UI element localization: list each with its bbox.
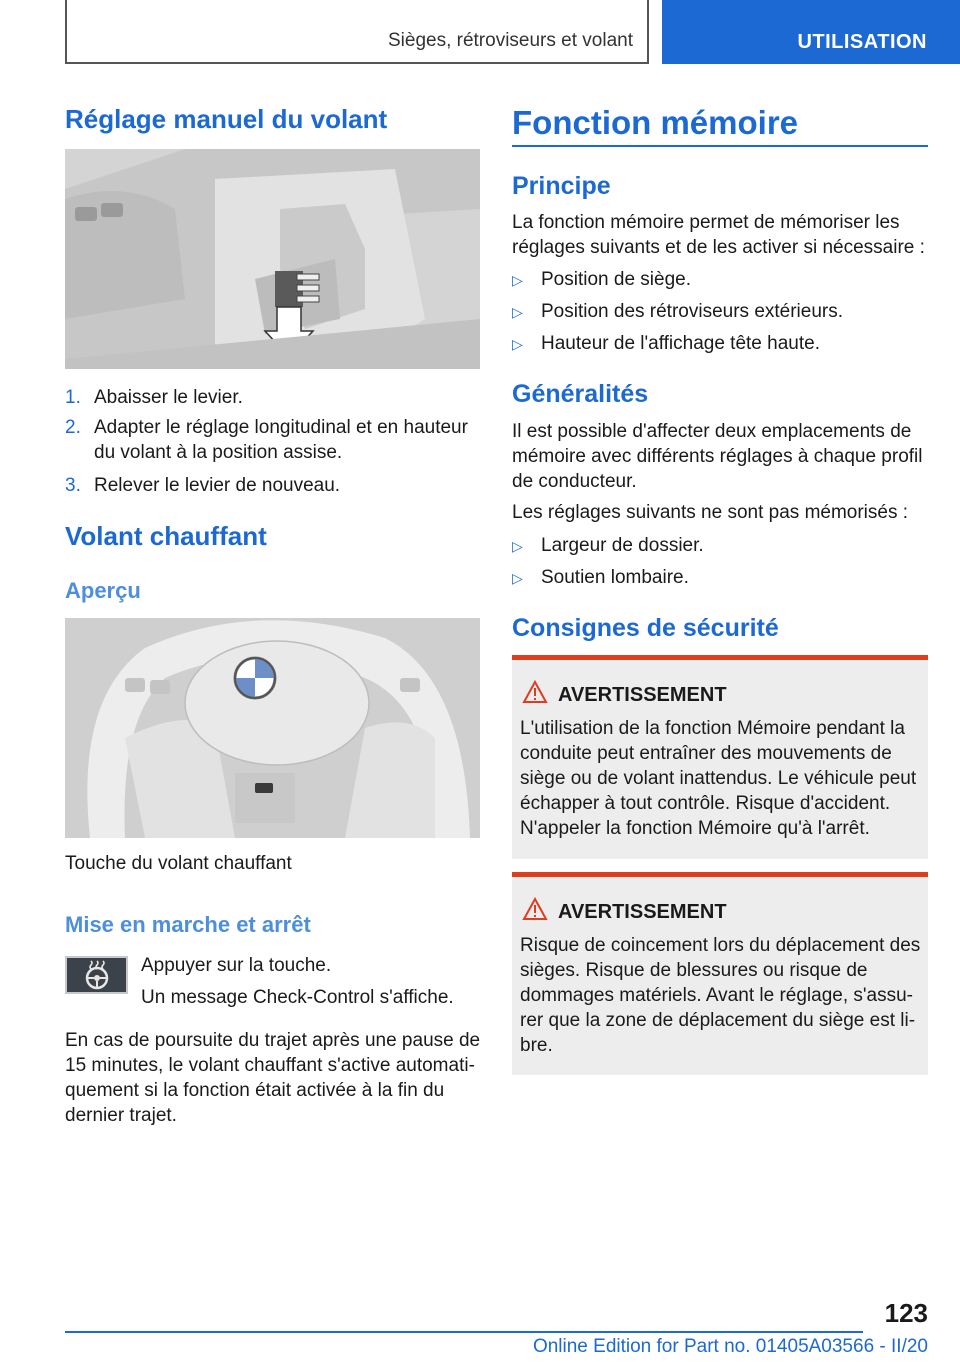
warning-title: AVERTISSEMENT: [558, 684, 727, 706]
step-number: 3.: [65, 475, 81, 496]
warning-text: Risque de coincement lors du déplacement des sièges. Risque de blessures ou risque de dommages matériels. Avant le réglage, s'assurer que la zone de déplacement du siège est libre.: [520, 935, 921, 1056]
footer-edition[interactable]: Online Edition for Part no. 01405A03566 - II/20: [532, 1336, 928, 1357]
header-section-title: Sièges, rétroviseurs et volant: [387, 30, 633, 51]
warning-triangle-icon: [522, 897, 548, 921]
warning-triangle-icon: [522, 680, 548, 704]
page-number: 123: [884, 1298, 928, 1328]
steering-wheel-illustration: [65, 618, 480, 838]
warning-box-1: [512, 655, 928, 859]
not-saved-item-text: Soutien lombaire.: [541, 567, 689, 588]
principle-item-text: Position de siège.: [541, 269, 691, 290]
not-saved-item: [512, 565, 689, 591]
step-number: 1.: [65, 387, 81, 408]
heated-wheel-paragraph: En cas de poursuite du trajet après une pause de 15 minutes, le volant chauffant s'active automatiquement si la fonction était activée à la fin du dernier trajet.: [65, 1030, 481, 1126]
step-1: [65, 385, 480, 410]
on-off-title: Mise en marche et arrêt: [65, 912, 311, 937]
header-chapter-label: UTILISATION: [797, 31, 927, 53]
title-rule: [512, 145, 928, 147]
general-title: Généralités: [512, 380, 649, 408]
overview-title: Aperçu: [65, 578, 141, 603]
not-saved-text: Les réglages suivants ne sont pas mémorisés :: [512, 502, 909, 523]
triangle-bullet-icon: ▷: [512, 272, 523, 288]
heated-steering-wheel-icon: [65, 956, 128, 994]
step-number: 2.: [65, 417, 81, 438]
heated-wheel-title: Volant chauffant: [65, 521, 267, 551]
principle-item-text: Position des rétroviseurs extérieurs.: [541, 301, 844, 322]
principle-text: La fonction mémoire permet de mémoriser les réglages suivants et de les activer si nécessaire :: [512, 212, 925, 258]
footer-rule: [65, 1331, 863, 1333]
header-section-box: [65, 0, 649, 64]
triangle-bullet-icon: ▷: [512, 538, 523, 554]
principle-item: [512, 331, 820, 357]
memory-function-title: Fonction mémoire: [512, 104, 799, 141]
not-saved-item-text: Largeur de dossier.: [541, 535, 704, 556]
on-off-line-2: Un message Check-Control s'affiche.: [141, 987, 454, 1008]
triangle-bullet-icon: ▷: [512, 304, 523, 320]
manual-adjust-title: Réglage manuel du volant: [65, 104, 388, 134]
step-text: Adapter le réglage longitudinal et en hauteur du volant à la position assise.: [94, 417, 468, 463]
warning-title: AVERTISSEMENT: [558, 901, 727, 923]
safety-title: Consignes de sécurité: [512, 614, 779, 642]
principle-item: [512, 267, 691, 293]
triangle-bullet-icon: ▷: [512, 570, 523, 586]
principle-item-text: Hauteur de l'affichage tête haute.: [541, 333, 820, 354]
triangle-bullet-icon: ▷: [512, 336, 523, 352]
not-saved-item: [512, 533, 704, 559]
warning-text: L'utilisation de la fonction Mémoire pendant la conduite peut entraîner des mouvements de siège ou de volant inattendus. Le véhicule peut échapper à tout contrôle. Risque d'accident. N'appeler la fonction Mémoire qu'à l'arrêt.: [520, 718, 917, 839]
step-text: Relever le levier de nouveau.: [94, 475, 341, 496]
heated-wheel-caption: Touche du volant chauffant: [65, 853, 292, 874]
general-text: Il est possible d'affecter deux emplacements de mémoire avec différents réglages à chaque profil de conducteur.: [512, 421, 923, 492]
step-text: Abaisser le levier.: [94, 387, 243, 408]
step-3: [65, 473, 480, 498]
header-chapter-tab[interactable]: [662, 0, 960, 64]
step-2: [65, 415, 480, 465]
on-off-line-1: Appuyer sur la touche.: [141, 955, 332, 976]
principle-title: Principe: [512, 172, 611, 200]
steering-lever-illustration: [65, 149, 480, 369]
warning-box-2: [512, 872, 928, 1075]
principle-item: [512, 299, 843, 325]
